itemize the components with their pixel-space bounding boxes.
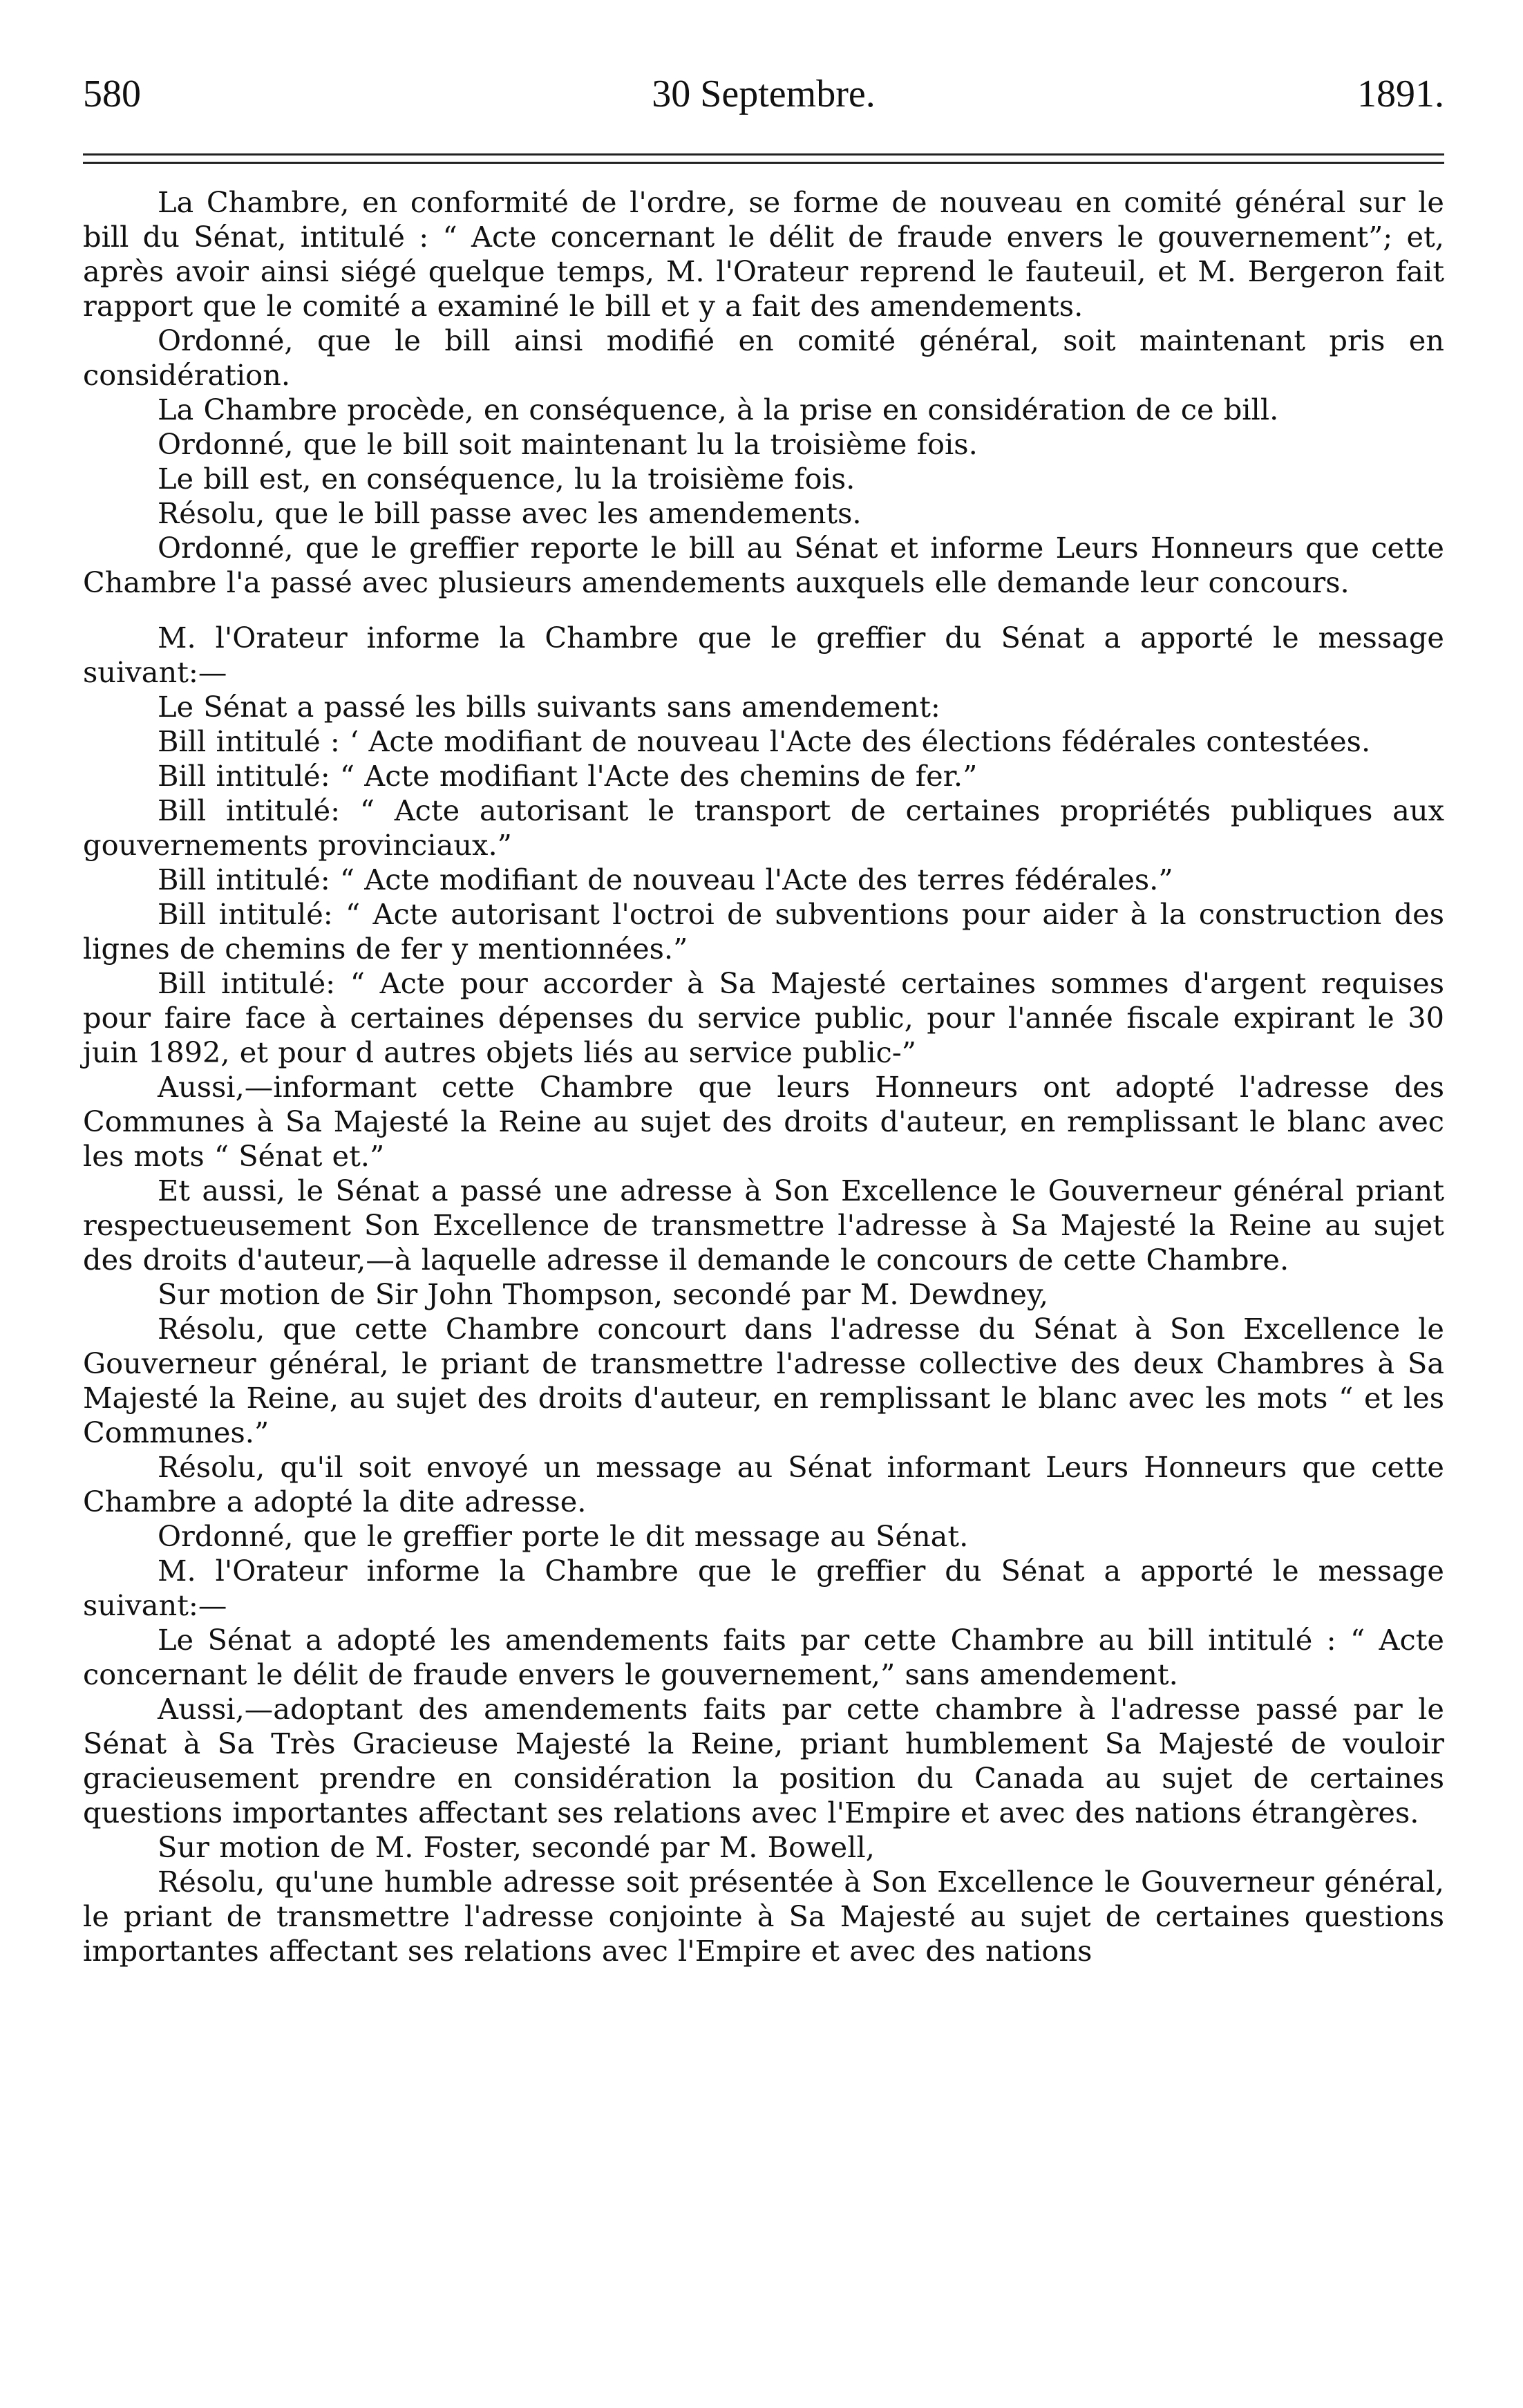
paragraph: Bill intitulé: “ Acte autorisant l'octroi de subventions pour aider à la construction des lignes de chemins de fer y mentionnées.” <box>83 897 1444 966</box>
paragraph: Bill intitulé : ‘ Acte modifiant de nouveau l'Acte des élections fédérales contestées. <box>158 724 1371 758</box>
header-date: 30 Septembre. <box>652 73 876 115</box>
paragraph: La Chambre procède, en conséquence, à la prise en considération de ce bill. <box>158 393 1279 426</box>
page-header <box>83 66 1444 122</box>
paragraph: Aussi,—adoptant des amendements faits par cette chambre à l'adresse passé par le Sénat à Sa Très Gracieuse Majesté la Reine, priant humblement Sa Majesté de vouloir gracieusement prendre en considération la position du Canada au sujet de certaines questions importantes affectant ses relations avec l'Empire et avec des nations étrangères. <box>83 1692 1444 1829</box>
page-number: 580 <box>83 73 141 115</box>
paragraph: M. l'Orateur informe la Chambre que le greffier du Sénat a apporté le message suivant:— <box>83 1554 1444 1622</box>
paragraph: Ordonné, que le greffier reporte le bill au Sénat et informe Leurs Honneurs que cette Chambre l'a passé avec plusieurs amendements auxquels elle demande leur concours. <box>83 531 1444 599</box>
paragraph: Le bill est, en conséquence, lu la troisième fois. <box>158 462 855 496</box>
paragraph: Ordonné, que le greffier porte le dit message au Sénat. <box>158 1519 969 1553</box>
paragraph: Résolu, que le bill passe avec les amendements. <box>158 496 862 530</box>
paragraph: Ordonné, que le bill ainsi modifié en comité général, soit maintenant pris en considération. <box>83 323 1444 392</box>
header-year: 1891. <box>1357 73 1444 115</box>
paragraph: Bill intitulé: “ Acte modifiant de nouveau l'Acte des terres fédérales.” <box>158 863 1173 896</box>
paragraph: La Chambre, en conformité de l'ordre, se forme de nouveau en comité général sur le bill du Sénat, intitulé : “ Acte concernant le délit de fraude envers le gouvernement”; et, après avoir ainsi siégé quelque temps, M. l'Orateur reprend le fauteuil, et M. Bergeron fait rapport que le comité a examiné le bill et y a fait des amendements. <box>83 185 1444 323</box>
paragraph: Bill intitulé: “ Acte modifiant l'Acte des chemins de fer.” <box>158 759 978 793</box>
header-rule-top <box>83 153 1444 156</box>
journal-text <box>83 185 1444 1968</box>
paragraph: Et aussi, le Sénat a passé une adresse à Son Excellence le Gouverneur général priant respectueusement Son Excellence de transmettre l'adresse à Sa Majesté la Reine au sujet des droits d'auteur,—à laquelle adresse il demande le concours de cette Chambre. <box>83 1174 1444 1277</box>
paragraph: Le Sénat a passé les bills suivants sans amendement: <box>158 690 940 724</box>
paragraph: Résolu, qu'une humble adresse soit présentée à Son Excellence le Gouverneur général, le priant de transmettre l'adresse conjointe à Sa Majesté au sujet de certaines questions importantes affectant ses relations avec l'Empire et avec des nations <box>83 1865 1444 1968</box>
paragraph: Aussi,—informant cette Chambre que leurs Honneurs ont adopté l'adresse des Communes à Sa Majesté la Reine au sujet des droits d'auteur, en remplissant le blanc avec les mots “ Sénat et.” <box>83 1070 1444 1173</box>
paragraph: M. l'Orateur informe la Chambre que le greffier du Sénat a apporté le message suivant:— <box>83 621 1444 689</box>
paragraph: Résolu, que cette Chambre concourt dans l'adresse du Sénat à Son Excellence le Gouverneur général, le priant de transmettre l'adresse collective des deux Chambres à Sa Majesté la Reine, au sujet des droits d'auteur, en remplissant le blanc avec les mots “ et les Communes.” <box>83 1312 1444 1449</box>
paragraph: Le Sénat a adopté les amendements faits par cette Chambre au bill intitulé : “ Acte concernant le délit de fraude envers le gouvernement,” sans amendement. <box>83 1623 1444 1691</box>
paragraph: Résolu, qu'il soit envoyé un message au Sénat informant Leurs Honneurs que cette Chambre a adopté la dite adresse. <box>83 1450 1444 1518</box>
paragraph: Sur motion de Sir John Thompson, secondé par M. Dewdney, <box>158 1277 1049 1311</box>
paragraph: Bill intitulé: “ Acte pour accorder à Sa Majesté certaines sommes d'argent requises pour faire face à certaines dépenses du service public, pour l'année fiscale expirant le 30 juin 1892, et pour d autres objets liés au service public-” <box>83 966 1444 1069</box>
paragraph: Sur motion de M. Foster, secondé par M. Bowell, <box>158 1830 875 1864</box>
paragraph: Bill intitulé: “ Acte autorisant le transport de certaines propriétés publiques aux gouvernements provinciaux.” <box>83 793 1444 862</box>
header-rule-bottom <box>83 162 1444 164</box>
paragraph: Ordonné, que le bill soit maintenant lu la troisième fois. <box>158 427 978 461</box>
